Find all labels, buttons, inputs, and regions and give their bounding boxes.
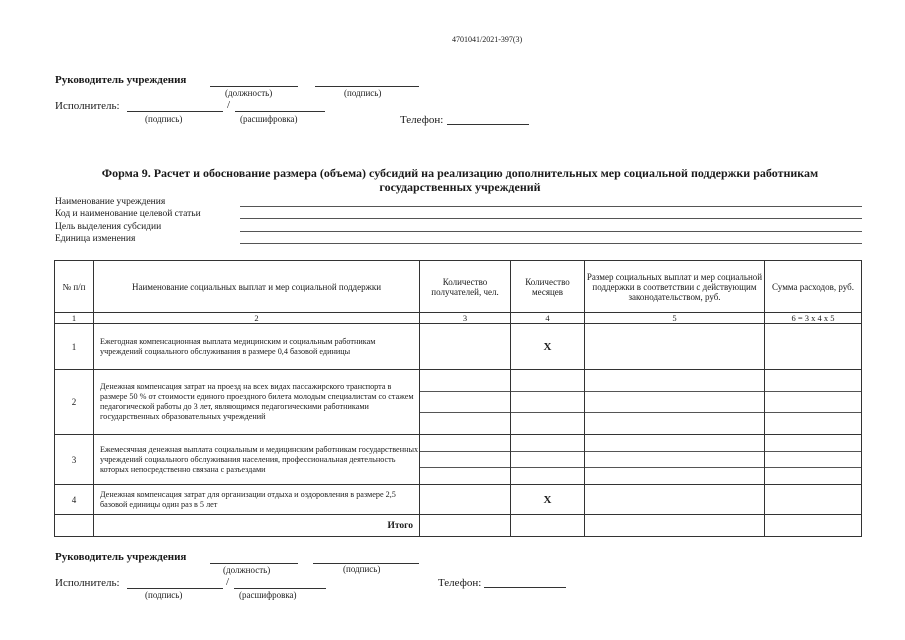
executor-signature-line[interactable] xyxy=(127,588,223,589)
field-line-target-article[interactable] xyxy=(240,218,862,219)
field-label-target-article: Код и наименование целевой статьи xyxy=(55,209,201,219)
field-line-purpose[interactable] xyxy=(240,231,862,232)
recipients-cell[interactable] xyxy=(420,435,511,485)
executor-label: Исполнитель: xyxy=(55,577,120,589)
document-number: 4701041/2021-397(3) xyxy=(452,35,523,44)
slash: / xyxy=(227,99,231,111)
row-number: 4 xyxy=(55,485,94,515)
sum-cell[interactable] xyxy=(765,324,862,370)
header-name: Наименование социальных выплат и мер социальной поддержки xyxy=(94,261,420,313)
phone-line[interactable] xyxy=(484,587,566,588)
months-cell[interactable] xyxy=(511,370,585,435)
header-amount: Размер социальных выплат и мер социальной поддержки в соответствии с действующим законодательством, руб. xyxy=(585,261,765,313)
amount-cell[interactable] xyxy=(585,485,765,515)
header-recipients: Количество получателей, чел. xyxy=(420,261,511,313)
header-total-sum: Сумма расходов, руб. xyxy=(765,261,862,313)
phone-label: Телефон: xyxy=(400,114,444,126)
sum-cell[interactable] xyxy=(765,435,862,485)
position-caption: (должность) xyxy=(223,565,271,575)
total-sum-cell[interactable] xyxy=(765,515,862,537)
recipients-cell[interactable] xyxy=(420,370,511,435)
table-row xyxy=(55,485,862,515)
signature-caption: (подпись) xyxy=(344,88,382,98)
header-row xyxy=(55,261,862,313)
amount-cell[interactable] xyxy=(585,370,765,435)
header-number: № п/п xyxy=(55,261,94,313)
field-line-unit[interactable] xyxy=(240,243,862,244)
sum-cell[interactable] xyxy=(765,485,862,515)
row-description: Ежемесячная денежная выплата социальным и медицинским работникам государственных учреждений социального обслуживания населения, профессиональная деятельность которых непосредственно связана с разъездами xyxy=(94,435,420,485)
column-number: 6 = 3 x 4 x 5 xyxy=(765,313,862,324)
executor-signature-caption: (подпись) xyxy=(145,590,183,600)
subsidy-table xyxy=(54,260,862,537)
amount-cell[interactable] xyxy=(585,435,765,485)
column-number: 4 xyxy=(511,313,585,324)
field-label-unit: Единица изменения xyxy=(55,234,136,244)
decoding-caption: (расшифровка) xyxy=(240,114,298,124)
total-recipients-cell[interactable] xyxy=(420,515,511,537)
table-row xyxy=(55,370,862,435)
table-row xyxy=(55,324,862,370)
row-description: Денежная компенсация затрат для организации отдыха и оздоровления в размере 2,5 базовой единицы один раз в 5 лет xyxy=(94,485,420,515)
position-line[interactable] xyxy=(210,86,298,87)
executor-decoding-line[interactable] xyxy=(234,588,326,589)
table-row xyxy=(55,435,862,485)
signature-caption: (подпись) xyxy=(343,564,381,574)
column-number: 1 xyxy=(55,313,94,324)
months-cell[interactable] xyxy=(511,435,585,485)
column-numbers-row xyxy=(55,313,862,324)
slash: / xyxy=(226,576,230,588)
months-cell: X xyxy=(511,485,585,515)
executor-signature-line[interactable] xyxy=(127,111,223,112)
phone-line[interactable] xyxy=(447,124,529,125)
total-empty-cell xyxy=(55,515,94,537)
column-number: 3 xyxy=(420,313,511,324)
decoding-caption: (расшифровка) xyxy=(239,590,297,600)
field-label-purpose: Цель выделения субсидии xyxy=(55,222,162,232)
total-row xyxy=(55,515,862,537)
total-months-cell[interactable] xyxy=(511,515,585,537)
row-number: 3 xyxy=(55,435,94,485)
executor-decoding-line[interactable] xyxy=(235,111,325,112)
executor-signature-caption: (подпись) xyxy=(145,114,183,124)
position-caption: (должность) xyxy=(225,88,273,98)
row-description: Ежегодная компенсационная выплата медицинским и социальным работникам учреждений социального обслуживания в размере 0,4 базовой единицы xyxy=(94,324,420,370)
total-amount-cell[interactable] xyxy=(585,515,765,537)
header-months: Количество месяцев xyxy=(511,261,585,313)
head-label: Руководитель учреждения xyxy=(55,551,187,563)
total-label: Итого xyxy=(94,515,420,537)
phone-label: Телефон: xyxy=(438,577,482,589)
head-label: Руководитель учреждения xyxy=(55,74,187,86)
row-number: 1 xyxy=(55,324,94,370)
row-description: Денежная компенсация затрат на проезд на всех видах пассажирского транспорта в размере 50 % от стоимости единого проездного билета молодым специалистам со стажем педагогической работы до 3 лет, являющимся педагогическими работниками государственных образовательных учреждений xyxy=(94,370,420,435)
sum-cell[interactable] xyxy=(765,370,862,435)
position-line[interactable] xyxy=(210,563,298,564)
column-number: 5 xyxy=(585,313,765,324)
field-label-institution: Наименование учреждения xyxy=(55,197,166,207)
field-line-institution[interactable] xyxy=(240,206,862,207)
row-number: 2 xyxy=(55,370,94,435)
signature-line[interactable] xyxy=(315,86,419,87)
form-title: Форма 9. Расчет и обоснование размера (объема) субсидий на реализацию дополнительных мер социальной поддержки работникам государственных учреждений xyxy=(101,166,819,194)
recipients-cell[interactable] xyxy=(420,485,511,515)
executor-label: Исполнитель: xyxy=(55,100,120,112)
amount-cell[interactable] xyxy=(585,324,765,370)
column-number: 2 xyxy=(94,313,420,324)
recipients-cell[interactable] xyxy=(420,324,511,370)
months-cell: X xyxy=(511,324,585,370)
